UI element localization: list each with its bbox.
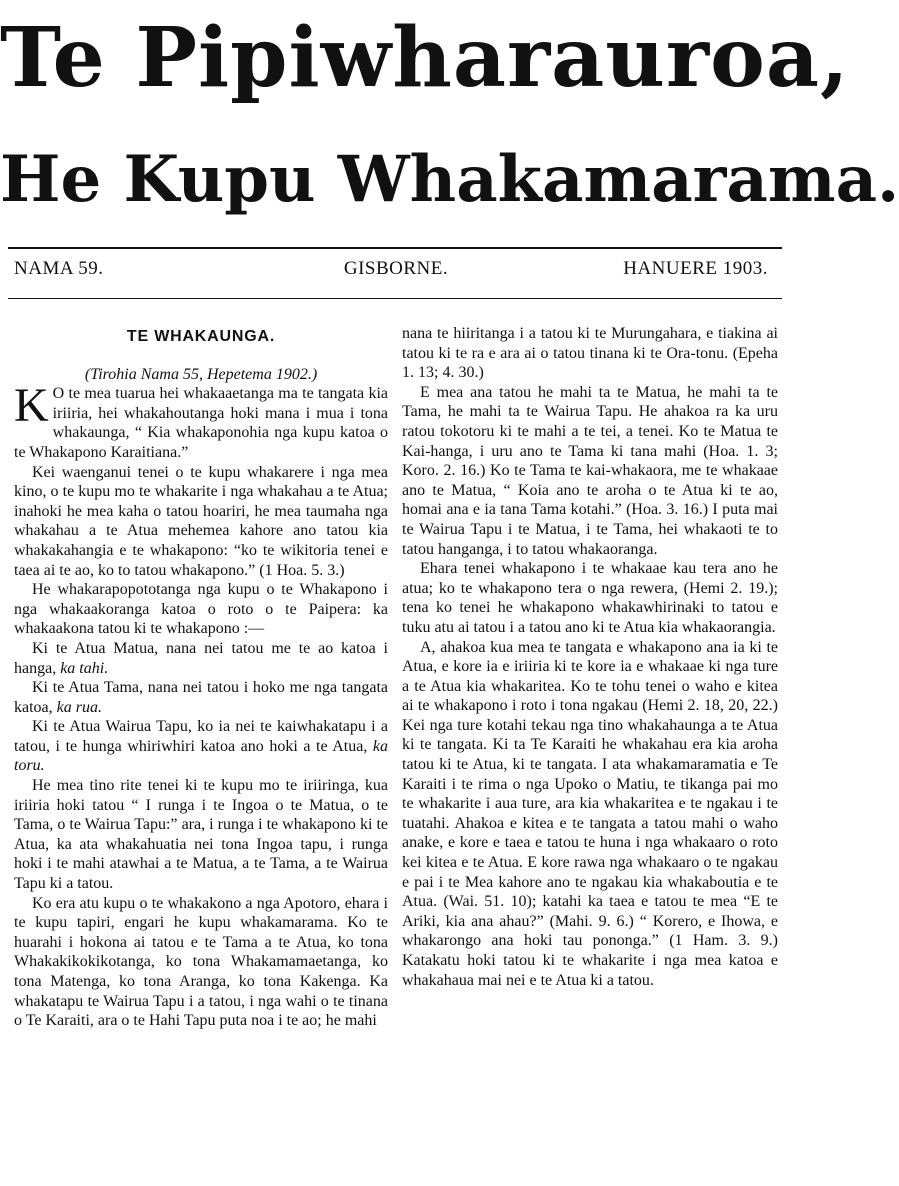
paragraph: Ki te Atua Matua, nana nei tatou me te ao katoa i hanga, ka tahi.: [14, 639, 388, 677]
paragraph: He mea tino rite tenei ki te kupu mo te iriiringa, kua iriiria hoki tatou “ I runga i te Ingoa o te Matua, o te Tama, o te Wairua Tapu:” ara, i runga i te whakapono ki te Atua, ka ata whakahuatia nei tona Ingoa tapu, i runga hoki i te mahi atawhai a te Matua, a te Tama, a te Wairua Tapu ki a tatou.: [14, 777, 388, 893]
right-column: [402, 324, 778, 990]
paragraph: He whakarapopototanga nga kupu o te Whakapono i nga whakaakoranga katoa o roto o te Paipera: ka whakaakona tatou ki te whakapono :—: [14, 581, 388, 638]
paragraph: nana te hiiritanga i a tatou ki te Murungahara, e tiakina ai tatou ki te ra e ara ai o tatou tinana ki te Ora-tonu. (Epeha 1. 13; 4. 30.): [402, 325, 778, 382]
article-heading: TE WHAKAUNGA.: [126, 328, 276, 345]
paragraph: Ki te Atua Wairua Tapu, ko ia nei te kaiwhakatapu i a tatou, i te hunga whiriwhiri katoa ano hoki a te Atua, ka toru.: [14, 718, 388, 775]
article-reference: (Tirohia Nama 55, Hepetema 1902.): [84, 365, 318, 383]
bottom-divider: [8, 298, 782, 299]
newspaper-title: Te Pipiwharauroa,: [0, 10, 850, 106]
newspaper-subtitle: He Kupu Whakamarama.: [0, 142, 899, 217]
paragraph: Ehara tenei whakapono i te whakaae kau tera ano he atua; ko te whakapono tera o nga rewera, (Hemi 2. 19.); tena ko tenei he whakapono whakawhirinaki to tatou e tuku atu ai tatou i a tatou ano ki te Atua kia whakaorangia.: [402, 560, 778, 636]
left-column: [14, 318, 388, 1031]
issue-date: HANUERE 1903.: [623, 258, 768, 279]
issue-place: GISBORNE.: [343, 258, 449, 279]
paragraph: K O te mea tuarua hei whakaaetanga ma te tangata kia iriiria, hei whakahoutanga hoki mana i mua i tona whakaunga, “ Kia whakaponohia nga kupu katoa o te Whakapono Karaitiana.”: [14, 379, 388, 461]
paragraph: Ki te Atua Tama, nana nei tatou i hoko me nga tangata katoa, ka rua.: [14, 679, 388, 716]
drop-cap: K: [14, 379, 49, 433]
issue-number: NAMA 59.: [14, 258, 104, 279]
masthead: [0, 0, 899, 279]
paragraph: A, ahakoa kua mea te tangata e whakapono ana ia ki te Atua, e kore ia e iriiria ki te kore ia e whakaae ki nga ture a te Atua kia whakaritea. Ko te tohu tenei o waho e kitea ai te whakapono i roto i tona ngakau (Hemi 2. 18, 20, 22.) Kei nga ture kotahi tekau nga tino whakahaunga a te Atua ki te tangata. Ki ta Te Karaiti he whakahau era kia aroha tatou ki te Atua, ki te tangata. I ata whakamaramatia e Te Karaiti i te rima o nga Upoko o Matiu, te tikanga pai mo te whakarite i aua ture, ara kia whakaritea e te ngakau i te tuatahi. Ahakoa e kitea e te tangata a tatou mahi o waho anake, e kore e taea e tatou te huna i nga whakaaro o roto kei kitea e te Atua. E kore rawa nga whakaaro o te ngakau e pai i te Mea kahore ano te ngakau kia whakaboutia e te Atua. (Wai. 51. 10); katahi ka taea e tatou te mea “E te Ariki, kia ana ahau?” (Mahi. 9. 6.) “ Korero, e Ihowa, e whakarongo ana hoki tau pononga.” (1 Ham. 3. 9.) Katakatu hoki tatou ki te whakarite i nga mea katoa e whakahaua mai nei e te Atua ki a tatou.: [402, 638, 778, 989]
paragraph: Ko era atu kupu o te whakakono a nga Apotoro, ehara i te kupu tapiri, engari he kupu whakamarama. Ko te huarahi i hokona ai tatou e te Tama a te Atua, ko tona Whakakikokikotanga, ko tona Whakamamaetanga, ko tona Matenga, ko tona Aranga, ko tona Kakenga. Ka whakatapu te Wairua Tapu i a tatou, i nga wahi o te tinana o Te Karaiti, ara o te Hahi Tapu puta noa i te ao; he mahi: [14, 894, 388, 1030]
top-divider: [8, 247, 782, 249]
paragraph: Kei waenganui tenei o te kupu whakarere i nga mea kino, o te kupu mo te whakarite i nga whakahau a te Atua; inahoki he mea kaha o tatou hoariri, he mea taumaha nga whakahau a te Atua mehemea kahore ano tatou kia whakakahangia e te whakapono: “ko te wikitoria tenei e taea ai te ao, ko to tatou whakapono.” (1 Hoa. 5. 3.): [14, 463, 388, 579]
paragraph: E mea ana tatou he mahi ta te Matua, he mahi ta te Tama, he mahi ta te Wairua Tapu. He ahakoa ra ka uru ratou tokotoru ki te mahi a te tei, a tenei. Ko te Matua te Kai-hanga, i uru ano te Tama ki tana mahi (Hoa. 1. 3; Koro. 2. 16.) Ko te Tama te kai-whakaora, me te whakaae ano te Matua, “ Koia ano te aroha o te Atua ki te ao, homai ana e ia tana Tama kotahi.” (Hoa. 3. 16.) I puta mai te Wairua Tapu i te Matua, i te Tama, hei whakaoti te to tatou hanganga, i to tatou whakaoranga.: [402, 383, 778, 558]
